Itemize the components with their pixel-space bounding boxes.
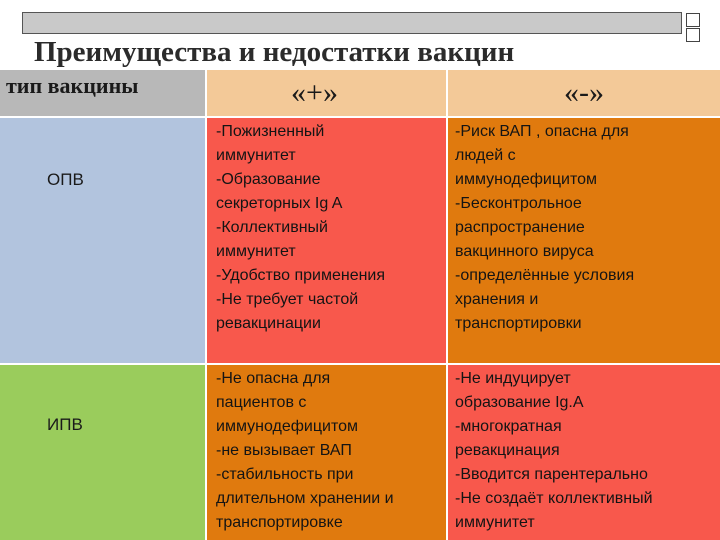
list-item: -Вводится парентерально — [455, 466, 648, 483]
slide-title: Преимущества и недостатки вакцин — [34, 36, 515, 68]
list-item: -определённые условия — [455, 267, 635, 284]
list-item: -Не требует частой — [216, 291, 359, 308]
list-item: -Коллективный — [216, 219, 328, 236]
list-item: иммунитет — [216, 147, 296, 164]
list-item: иммунодефицитом — [455, 171, 597, 188]
list-item: -Удобство применения — [216, 267, 386, 284]
list-item: -Бесконтрольное — [455, 195, 582, 212]
header-plus-label: «+» — [291, 76, 338, 109]
list-item: людей с — [455, 147, 516, 164]
ipv-pros-list — [216, 367, 394, 535]
list-item: транспортировке — [216, 514, 343, 531]
list-item: ревакцинации — [216, 315, 321, 332]
list-item: -Не опасна для — [216, 370, 331, 387]
row-opv-pros-cell — [207, 118, 446, 363]
list-item: -стабильность при — [216, 466, 354, 483]
row-opv-cons-cell — [448, 118, 720, 363]
header-cell-type — [0, 70, 205, 116]
list-item: иммунитет — [455, 514, 535, 531]
opv-cons-list — [455, 120, 634, 336]
header-cell-plus — [207, 70, 446, 116]
list-item: -многократная — [455, 418, 562, 435]
list-item: -Не создаёт коллективный — [455, 490, 653, 507]
header-minus-label: «-» — [564, 76, 604, 109]
vaccine-comparison-table — [0, 70, 720, 540]
list-item: -Образование — [216, 171, 321, 188]
corner-square-top — [686, 13, 700, 27]
list-item: иммунитет — [216, 243, 296, 260]
list-item: -Пожизненный — [216, 123, 325, 140]
list-item: хранения и — [455, 291, 539, 308]
list-item: вакцинного вируса — [455, 243, 594, 260]
slide-top-bar — [22, 12, 682, 34]
list-item: -не вызывает ВАП — [216, 442, 352, 459]
header-cell-minus — [448, 70, 720, 116]
list-item: транспортировки — [455, 315, 582, 332]
list-item: ревакцинация — [455, 442, 560, 459]
list-item: образование Ig.A — [455, 394, 584, 411]
list-item: длительном хранении и — [216, 490, 394, 507]
row-opv-label-cell — [0, 118, 205, 363]
row-ipv-cons-cell — [448, 365, 720, 540]
opv-pros-list — [216, 120, 385, 336]
list-item: -Риск ВАП , опасна для — [455, 123, 629, 140]
list-item: иммунодефицитом — [216, 418, 358, 435]
header-type-label: тип вакцины — [6, 73, 139, 98]
list-item: секреторных Ig A — [216, 195, 343, 212]
row-label-ipv: ИПВ — [47, 415, 83, 434]
list-item: пациентов с — [216, 394, 307, 411]
corner-square-bottom — [686, 28, 700, 42]
list-item: -Не индуцирует — [455, 370, 571, 387]
row-ipv-label-cell — [0, 365, 205, 540]
row-label-opv: ОПВ — [47, 170, 84, 189]
row-ipv-pros-cell — [207, 365, 446, 540]
ipv-cons-list — [455, 367, 653, 535]
list-item: распространение — [455, 219, 585, 236]
